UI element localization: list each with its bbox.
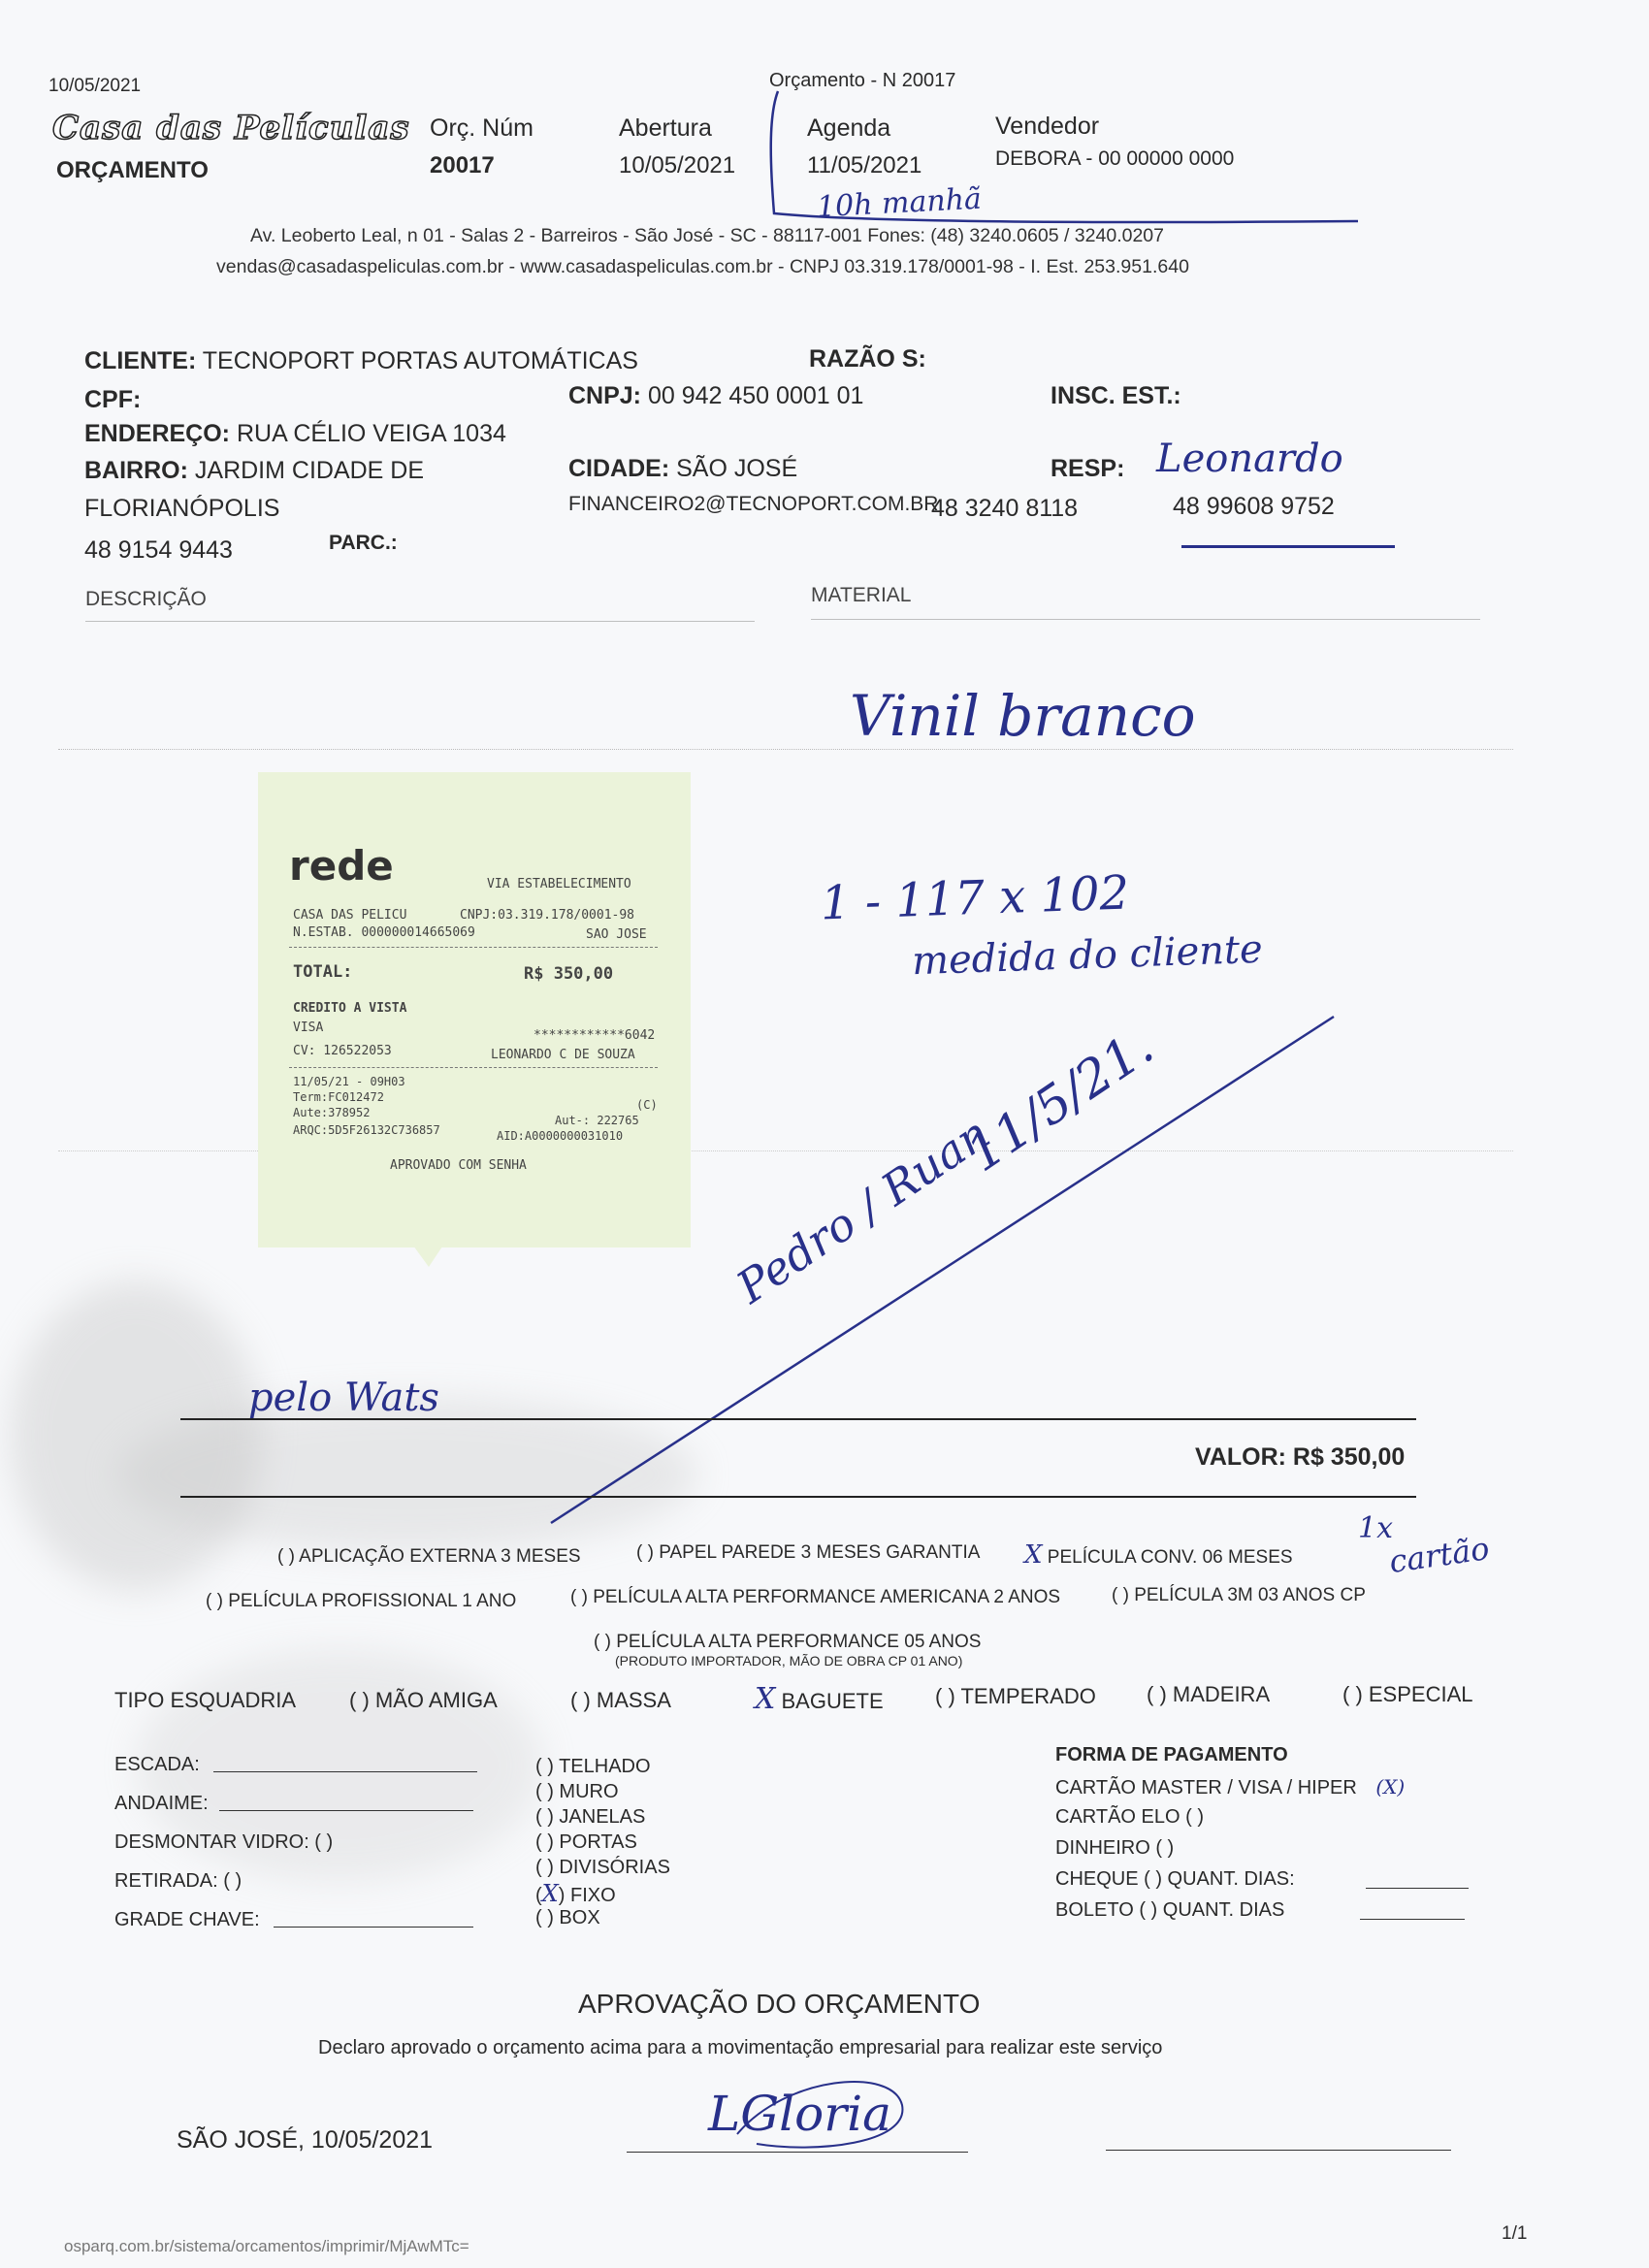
section-rule [58, 749, 1513, 750]
receipt-via: VIA ESTABELECIMENTO [487, 877, 631, 891]
agenda-label: Agenda [807, 114, 891, 142]
receipt-method: CREDITO A VISTA [293, 1001, 407, 1016]
cliente-row [84, 347, 638, 375]
valor-value: 350,00 [1330, 1443, 1406, 1471]
service-pelicula-americana[interactable]: ( ) PELÍCULA ALTA PERFORMANCE AMERICANA 2 ANOS [570, 1587, 1061, 1607]
footer-url: osparq.com.br/sistema/orcamentos/imprimir/MjAwMTc= [64, 2237, 469, 2255]
cliente-value: TECNOPORT PORTAS AUTOMÁTICAS [202, 347, 638, 374]
agenda-handwritten-note: 10h manhã [816, 181, 983, 225]
vendedor-label: Vendedor [995, 113, 1100, 140]
cnpj-value: 00 942 450 0001 01 [647, 382, 864, 409]
payment-boleto[interactable]: BOLETO ( ) QUANT. DIAS [1055, 1899, 1285, 1921]
receipt-holder: LEONARDO C DE SOUZA [491, 1048, 635, 1062]
payment-cartao-elo[interactable]: CARTÃO ELO ( ) [1055, 1806, 1204, 1828]
receipt-city: SAO JOSE [586, 927, 647, 942]
descricao-rule [85, 621, 755, 622]
payment-dinheiro[interactable]: DINHEIRO ( ) [1055, 1837, 1175, 1859]
location-fixo-mark: X [541, 1880, 559, 1907]
material-handwritten: Vinil branco [850, 683, 1196, 749]
escada-label: ESCADA: [114, 1754, 200, 1775]
card-note-handwritten-2: cartão [1386, 1529, 1492, 1581]
receipt-card-brand: VISA [293, 1021, 324, 1035]
parc-label: PARC.: [329, 532, 398, 554]
document-type: ORÇAMENTO [56, 157, 209, 183]
location-divisorias[interactable]: ( ) DIVISÓRIAS [535, 1857, 670, 1878]
location-telhado[interactable]: ( ) TELHADO [535, 1756, 651, 1777]
receipt-rule [289, 1067, 658, 1068]
valor-label: VALOR: R$ [1195, 1443, 1324, 1471]
abertura-label: Abertura [619, 114, 712, 142]
payment-cartao-master[interactable] [1055, 1775, 1405, 1799]
agenda-value: 11/05/2021 [807, 152, 922, 178]
company-contact: vendas@casadaspeliculas.com.br - www.casadaspeliculas.com.br - CNPJ 03.319.178/0001-98 - I. Est. 253.951.640 [216, 256, 1189, 277]
company-address: Av. Leoberto Leal, n 01 - Salas 2 - Barreiros - São José - SC - 88117-001 Fones: (48) 3240.0605 / 3240.0207 [250, 225, 1164, 246]
service-pelicula-conv-label: PELÍCULA CONV. 06 MESES [1047, 1547, 1293, 1568]
footer-page-number: 1/1 [1502, 2223, 1528, 2244]
via-line [180, 1418, 1416, 1420]
esquadria-baguete[interactable] [755, 1682, 884, 1716]
cheque-dias-field[interactable] [1366, 1888, 1469, 1889]
receipt-cv: CV: 126522053 [293, 1044, 392, 1058]
esquadria-madeira[interactable]: ( ) MADEIRA [1147, 1682, 1271, 1706]
retirada[interactable]: RETIRADA: ( ) [114, 1870, 242, 1892]
via-handwritten: pelo Wats [248, 1376, 439, 1420]
payment-cartao-master-mark: (X) [1375, 1775, 1406, 1798]
razao-label: RAZÃO S: [809, 345, 926, 373]
service-pelicula-alta-performance-note: (PRODUTO IMPORTADOR, MÃO DE OBRA CP 01 ANO) [615, 1653, 963, 1669]
service-pelicula-conv[interactable] [1024, 1540, 1293, 1570]
receipt-aut: Aut-: 222765 [555, 1114, 639, 1127]
measure-note-handwritten: medida do cliente [911, 926, 1264, 985]
resp-handwritten-value: Leonardo [1156, 437, 1343, 481]
service-pelicula-alta-performance[interactable]: ( ) PELÍCULA ALTA PERFORMANCE 05 ANOS [594, 1632, 982, 1652]
receipt-aute: Aute:378952 [293, 1106, 371, 1119]
cidade-label: CIDADE: [568, 455, 670, 482]
bairro-label: BAIRRO: [84, 457, 188, 484]
bairro-value-line2: FLORIANÓPOLIS [84, 495, 280, 522]
location-portas[interactable]: ( ) PORTAS [535, 1831, 637, 1853]
location-fixo-open: ( [535, 1885, 542, 1906]
location-fixo[interactable] [535, 1880, 616, 1907]
grade-chave-label: GRADE CHAVE: [114, 1909, 260, 1930]
bairro-row [84, 457, 424, 485]
esquadria-baguete-mark: X [755, 1682, 776, 1716]
esquadria-massa[interactable]: ( ) MASSA [570, 1688, 671, 1712]
insc-est-label: INSC. EST.: [1051, 382, 1181, 409]
bairro-value: JARDIM CIDADE DE [194, 457, 425, 484]
cnpj-row [568, 382, 863, 410]
signoff-names-handwritten: Pedro / Ruan [727, 1106, 999, 1313]
service-aplicacao-externa[interactable]: ( ) APLICAÇÃO EXTERNA 3 MESES [277, 1546, 581, 1567]
service-pelicula-profissional[interactable]: ( ) PELÍCULA PROFISSIONAL 1 ANO [206, 1591, 517, 1611]
orc-number-label: Orç. Núm [430, 114, 534, 142]
approval-statement: Declaro aprovado o orçamento acima para a movimentação empresarial para realizar este serviço [318, 2037, 1163, 2058]
card-note-handwritten-1: 1x [1358, 1511, 1394, 1545]
location-fixo-label: ) FIXO [558, 1885, 616, 1906]
client-phone-2: 48 99608 9752 [1173, 493, 1335, 520]
location-janelas[interactable]: ( ) JANELAS [535, 1806, 646, 1828]
vendedor-value: DEBORA - 00 00000 0000 [995, 147, 1235, 170]
material-rule [811, 619, 1480, 620]
print-date: 10/05/2021 [48, 76, 142, 96]
approval-place-date: SÃO JOSÉ, 10/05/2021 [177, 2126, 434, 2154]
signature-line-company[interactable] [1106, 2150, 1451, 2151]
abertura-value: 10/05/2021 [619, 152, 736, 178]
descricao-header: DESCRIÇÃO [85, 588, 207, 610]
cliente-label: CLIENTE: [84, 347, 197, 374]
payment-title: FORMA DE PAGAMENTO [1055, 1744, 1288, 1766]
receipt-arqc: ARQC:5D5F26132C736857 [293, 1123, 440, 1137]
signature-flourish [698, 2057, 931, 2163]
escada-field[interactable] [213, 1771, 477, 1772]
measure-handwritten: 1 - 117 x 102 [820, 865, 1130, 931]
cidade-value: SÃO JOSÉ [676, 455, 798, 482]
service-pelicula-3m[interactable]: ( ) PELÍCULA 3M 03 ANOS CP [1112, 1585, 1366, 1605]
receipt-brand: rede [289, 842, 394, 890]
receipt-datetime: 11/05/21 - 09H03 [293, 1075, 405, 1088]
receipt-rule [289, 947, 658, 948]
boleto-dias-field[interactable] [1360, 1919, 1465, 1920]
receipt-torn-edge [258, 1228, 691, 1286]
phone-underline [1181, 545, 1395, 548]
orc-number-value: 20017 [430, 152, 495, 178]
client-phone-1: 48 3240 8118 [931, 495, 1079, 522]
cnpj-label: CNPJ: [568, 382, 642, 409]
endereco-label: ENDEREÇO: [84, 420, 231, 447]
cpf-label: CPF: [84, 386, 142, 413]
service-papel-parede[interactable]: ( ) PAPEL PAREDE 3 MESES GARANTIA [636, 1542, 981, 1563]
endereco-value: RUA CÉLIO VEIGA 1034 [236, 420, 506, 447]
receipt-cnpj: CNPJ:03.319.178/0001-98 [460, 908, 635, 923]
location-muro[interactable]: ( ) MURO [535, 1781, 619, 1802]
andaime-label: ANDAIME: [114, 1793, 209, 1814]
esquadria-mao-amiga[interactable]: ( ) MÃO AMIGA [349, 1688, 498, 1712]
cidade-row [568, 455, 797, 483]
client-email: FINANCEIRO2@TECNOPORT.COM.BR [568, 493, 939, 515]
service-pelicula-conv-mark: X [1024, 1540, 1043, 1570]
card-receipt [258, 772, 691, 1247]
signoff-date-handwritten: 11/5/21. [956, 1017, 1164, 1183]
approval-title: APROVAÇÃO DO ORÇAMENTO [578, 1989, 981, 2019]
receipt-merchant: CASA DAS PELICU [293, 908, 407, 923]
valor-row [1195, 1443, 1405, 1472]
esquadria-label: TIPO ESQUADRIA [114, 1688, 297, 1712]
resp-label: RESP: [1051, 455, 1125, 482]
grade-chave-field[interactable] [274, 1927, 473, 1928]
receipt-total-value: R$ 350,00 [524, 964, 614, 984]
desmontar-vidro[interactable]: DESMONTAR VIDRO: ( ) [114, 1831, 334, 1853]
location-box[interactable]: ( ) BOX [535, 1907, 600, 1928]
receipt-aid: AID:A0000000031010 [497, 1129, 624, 1143]
receipt-total-label: TOTAL: [293, 962, 353, 982]
client-signature: LGloria [708, 2086, 891, 2142]
esquadria-especial[interactable]: ( ) ESPECIAL [1342, 1682, 1473, 1706]
esquadria-baguete-label: BAGUETE [781, 1689, 884, 1713]
company-logo: Casa das Películas [52, 109, 410, 147]
material-header: MATERIAL [811, 584, 912, 606]
document-reference: Orçamento - N 20017 [769, 70, 956, 91]
receipt-status: APROVADO COM SENHA [390, 1158, 527, 1173]
andaime-field[interactable] [219, 1810, 473, 1811]
payment-cartao-master-label: CARTÃO MASTER / VISA / HIPER [1055, 1777, 1357, 1798]
endereco-row [84, 420, 506, 448]
receipt-c-mark: (C) [636, 1098, 658, 1112]
receipt-estab: N.ESTAB. 000000014665069 [293, 925, 475, 940]
valor-line [180, 1496, 1416, 1498]
esquadria-temperado[interactable]: ( ) TEMPERADO [935, 1684, 1096, 1708]
payment-cheque[interactable]: CHEQUE ( ) QUANT. DIAS: [1055, 1868, 1295, 1890]
client-phone-3: 48 9154 9443 [84, 536, 233, 564]
receipt-card-number: ************6042 [534, 1028, 656, 1043]
receipt-term: Term:FC012472 [293, 1090, 384, 1104]
